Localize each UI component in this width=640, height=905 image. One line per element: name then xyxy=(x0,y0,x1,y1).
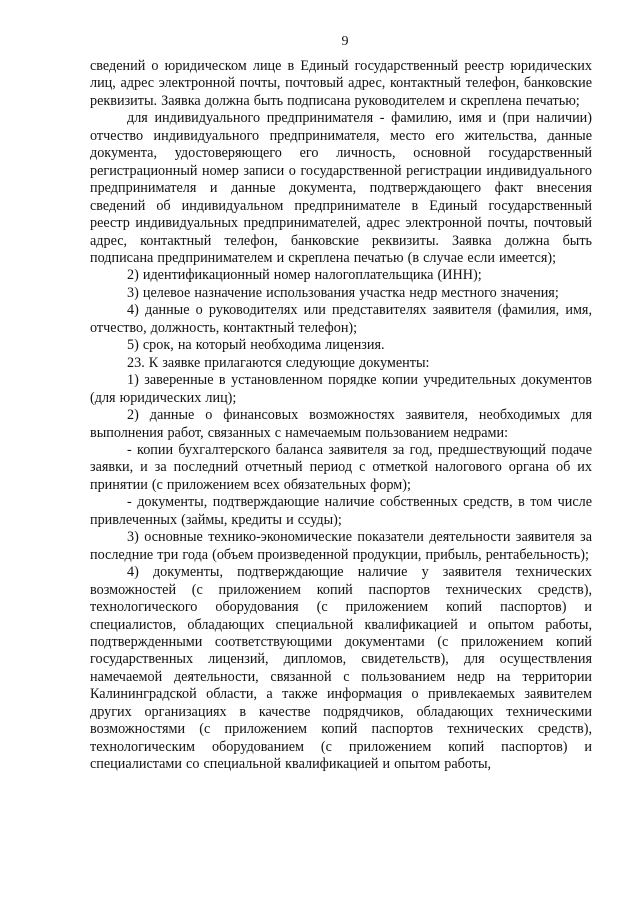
paragraph-item-2-inn: 2) идентификационный номер налогоплательщика (ИНН); xyxy=(127,267,482,284)
paragraph-doc-1-charter: 1) заверенные в установленном порядке копии учредительных документов (для юридических лиц); xyxy=(90,372,592,406)
paragraph-doc-3-indicators: 3) основные технико-экономические показатели деятельности заявителя за последние три года (объем произведенной продукции, прибыль, рентабельность); xyxy=(90,529,592,563)
paragraph-section-23-heading: 23. К заявке прилагаются следующие документы: xyxy=(127,354,430,371)
paragraph-legal-entity-continuation: сведений о юридическом лице в Единый государственный реестр юридических лиц, адрес электронной почты, почтовый адрес, контактный телефон, банковские реквизиты. Заявка должна быть подписана руководителем и скреплена печатью; xyxy=(90,58,592,109)
paragraph-individual-entrepreneur: для индивидуального предпринимателя - фамилию, имя и (при наличии) отчество индивидуального предпринимателя, место его жительства, данные документа, удостоверяющего его личность, основной государственный регистрационный номер записи о государственной регистрации индивидуального предпринимателя и данные документа, подтверждающего факт внесения сведений об индивидуальном предпринимателе в Единый государственный реестр индивидуальных предпринимателей, адрес электронной почты, почтовый адрес, контактный телефон, банковские реквизиты. Заявка должна быть подписана предпринимателем и скреплена печатью (в случае если имеется); xyxy=(90,110,592,266)
page-number: 9 xyxy=(341,34,349,49)
paragraph-doc-2-financial: 2) данные о финансовых возможностях заявителя, необходимых для выполнения работ, связанных с намечаемым пользованием недрами: xyxy=(90,407,592,441)
paragraph-item-4-representatives: 4) данные о руководителях или представителях заявителя (фамилия, имя, отчество, должность, контактный телефон); xyxy=(90,302,592,336)
paragraph-doc-4-technical: 4) документы, подтверждающие наличие у заявителя технических возможностей (с приложением копий паспортов технических средств), технологического оборудования (с приложением копий паспортов) и специалистов, обладающих специальной квалификацией и опытом работы, подтвержденными соответствующими документами (с приложением копий государственных лицензий, дипломов, свидетельств), для осуществления намечаемой деятельности, связанной с пользованием недр на территории Калининградской области, а также информация о привлекаемых заявителем других организациях в качестве подрядчиков, обладающих техническими возможностями (с приложением копий паспортов технических средств), технологическим оборудованием (с приложением копий паспортов) и специалистами со специальной квалификацией и опытом работы, xyxy=(90,564,592,773)
paragraph-item-5-term: 5) срок, на который необходима лицензия. xyxy=(127,337,385,354)
paragraph-item-3-purpose: 3) целевое назначение использования участка недр местного значения; xyxy=(127,284,559,301)
paragraph-doc-2-own-funds: - документы, подтверждающие наличие собственных средств, в том числе привлеченных (займы, кредиты и ссуды); xyxy=(90,494,592,528)
paragraph-doc-2-balance-sheet: - копии бухгалтерского баланса заявителя за год, предшествующий подаче заявки, и за последний отчетный период с отметкой налогового органа об их принятии (с приложением всех обязательных форм); xyxy=(90,441,592,493)
